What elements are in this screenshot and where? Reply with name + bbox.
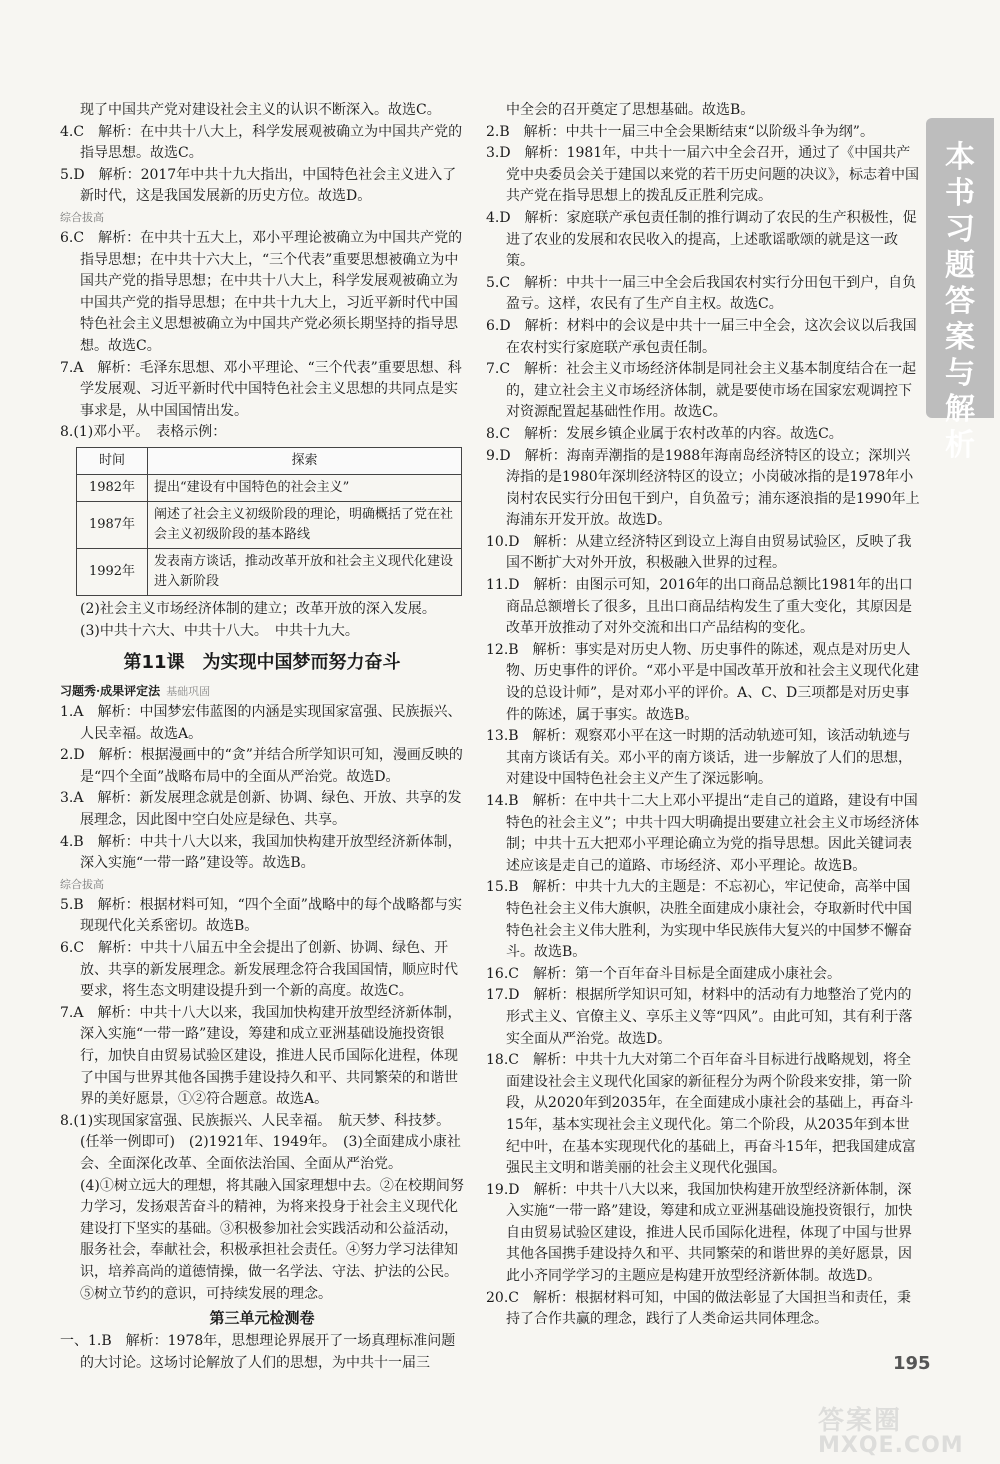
sidebar-char: 题	[945, 248, 975, 283]
watermark-logo	[818, 1400, 998, 1460]
table-cell: 1992年	[77, 548, 148, 595]
table-header: 时间	[77, 447, 148, 474]
watermark-url: MXQE.COM	[818, 1433, 964, 1458]
answer-item: 8.(1)实现国家富强、民族振兴、人民幸福。 航天梦、科技梦。(任举一例即可) (2)1921年、1949年。 (3)全面建成小康社会、全面深化改革、全面依法治国、全面从严治党。	[60, 1112, 461, 1172]
answer-item: 12.B 解析：事实是对历史人物、历史事件的陈述，观点是对历史人物、历史事件的评价。“邓小平是中国改革开放和社会主义现代化建设的总设计师”，是对邓小平的评价。A、C、D三项都是对历史事件的陈述，属于事实。故选B。	[486, 641, 920, 723]
subsection-title	[60, 682, 464, 701]
section-label: 综合拔高	[60, 210, 104, 224]
answer-text: (4)①树立远大的理想，将其融入国家理想中去。②在校期间努力学习，发扬艰苦奋斗的精神，为将来投身于社会主义现代化建设打下坚实的基础。③积极参加社会实践活动和公益活动，服务社会，奉献社会，积极承担社会责任。④努力学习法律知识，培养高尚的道德情操，做一名学法、守法、护法的公民。⑤树立节约的意识，可持续发展的理念。	[80, 1177, 464, 1302]
answer-item: 4.B 解析：中共十八大以来，我国加快构建开放型经济新体制，深入实施“一带一路”建设等。故选B。	[60, 833, 462, 872]
table-row	[77, 474, 462, 501]
sidebar-char: 解	[945, 392, 975, 427]
answer-item: 20.C 解析：根据材料可知，中国的做法彰显了大国担当和责任，秉持了合作共赢的理念，践行了人类命运共同体理念。	[486, 1289, 911, 1328]
sidebar-char: 书	[945, 176, 975, 211]
table-cell: 阐述了社会主义初级阶段的理论，明确概括了党在社会主义初级阶段的基本路线	[148, 501, 462, 548]
sidebar-char: 答	[945, 284, 975, 319]
answer-item: 14.B 解析：在中共十二大上邓小平提出“走自己的道路，建设有中国特色的社会主义”；中共十四大明确提出要建立社会主义市场经济体制；中共十五大把邓小平理论确立为党的指导思想。因此关键词表述应该是走自己的道路、市场经济、邓小平理论。故选B。	[486, 793, 920, 874]
sidebar-char: 析	[945, 428, 975, 463]
answer-item: 6.C 解析：中共十八届五中全会提出了创新、协调、绿色、开放、共享的新发展理念。新发展理念符合我国国情，顺应时代要求，将生态文明建设提升到一个新的高度。故选C。	[60, 940, 458, 1000]
answer-item: 9.D 解析：海南弄潮指的是1988年海南岛经济特区的设立；深圳兴涛指的是1980年深圳经济特区的设立；小岗破冰指的是1978年小岗村农民实行分田包干到户，自负盈亏；浦东逐浪指的是1990年上海浦东开发开放。故选D。	[486, 447, 920, 529]
answer-item: 7.A 解析：中共十八大以来，我国加快构建开放型经济新体制，深入实施“一带一路”建设，筹建和成立亚洲基础设施投资银行，加快自由贸易试验区建设，推进人民币国际化进程，体现了中国与世界其他各国携手建设持久和平、共同繁荣的和谐世界的美好愿景，①②符合题意。故选A。	[60, 1004, 462, 1108]
sidebar-char: 习	[945, 212, 975, 247]
answer-item: 5.C 解析：中共十一届三中全会后我国农村实行分田包干到户，自负盈亏。这样，农民有了生产自主权。故选C。	[486, 274, 917, 313]
answer-item: 2.B 解析：中共十一届三中全会果断结束“以阶级斗争为纲”。	[486, 123, 874, 140]
answer-item: 7.C 解析：社会主义市场经济体制是同社会主义基本制度结合在一起的，建立社会主义市场经济体制，就是要使市场在国家宏观调控下对资源配置起基础性作用。故选C。	[486, 361, 917, 421]
answer-item: 7.A 解析：毛泽东思想、邓小平理论、“三个代表”重要思想、科学发展观、习近平新时代中国特色社会主义思想的共同点是实事求是，从中国国情出发。	[60, 359, 462, 419]
answer-item: 1.A 解析：中国梦宏伟蓝图的内涵是实现国家富强、民族振兴、人民幸福。故选A。	[60, 704, 462, 742]
table-cell: 1982年	[77, 474, 148, 501]
subsection-tag: 基础巩固	[166, 685, 211, 699]
answer-item: 2.D 解析：根据漫画中的“贪”并结合所学知识可知，漫画反映的是“四个全面”战略布局中的全面从严治党。故选D。	[60, 747, 463, 785]
exploration-table	[76, 447, 462, 596]
table-row	[77, 548, 462, 595]
answer-item: 3.A 解析：新发展理念就是创新、协调、绿色、开放、共享的发展理念，因此图中空白处应是绿色、共享。	[60, 790, 462, 829]
watermark-text: 答案圈	[818, 1406, 903, 1436]
table-cell: 1987年	[77, 501, 148, 548]
lesson-title: 第11课 为实现中国梦而努力奋斗	[123, 652, 401, 674]
answer-item: 4.C 解析：在中共十八大上，科学发展观被确立为中国共产党的指导思想。故选C。	[60, 123, 463, 162]
answer-item: 3.D 解析：1981年，中共十一届六中全会召开，通过了《中国共产党中央委员会关于建国以来党的若干历史问题的决议》，标志着中国共产党在指导思想上的拨乱反正胜利完成。	[486, 145, 919, 205]
answer-item: 8.C 解析：发展乡镇企业属于农村改革的内容。故选C。	[486, 425, 843, 442]
answer-item: 一、1.B 解析：1978年，思想理论界展开了一场真理标准问题的大讨论。这场讨论解放了人们的思想，为中共十一届三	[60, 1333, 456, 1371]
answer-item: 16.C 解析：第一个百年奋斗目标是全面建成小康社会。	[486, 965, 841, 982]
section-label: 综合拔高	[60, 877, 104, 891]
answer-item: 6.D 解析：材料中的会议是中共十一届三中全会，这次会议以后我国在农村实行家庭联产承包责任制。	[486, 317, 917, 356]
answer-item: 4.D 解析：家庭联产承包责任制的推行调动了农民的生产积极性，促进了农业的发展和农民收入的提高，上述歌谣歌颂的就是这一政策。	[486, 209, 917, 270]
answer-item: 11.D 解析：由图示可知，2016年的出口商品总额比1981年的出口商品总额增长了很多，且出口商品结构发生了重大变化，其原因是改革开放推动了对外交流和出口产品结构的变化。	[486, 577, 913, 637]
answer-text: 中全会的召开奠定了思想基础。故选B。	[506, 102, 755, 118]
sidebar-char: 本	[945, 140, 975, 175]
answer-text: (2)社会主义市场经济体制的建立；改革开放的深入发展。	[80, 600, 436, 617]
table-cell: 提出“建设有中国特色的社会主义”	[148, 474, 462, 501]
table-cell: 发表南方谈话，推动改革开放和社会主义现代化建设进入新阶段	[148, 548, 462, 595]
answer-item: 5.D 解析：2017年中共十九大指出，中国特色社会主义进入了新时代，这是我国发展新的历史方位。故选D。	[60, 166, 457, 205]
left-column	[60, 100, 464, 1374]
table-header: 探索	[148, 447, 462, 474]
answer-item: 8.(1)邓小平。 表格示例：	[60, 424, 227, 441]
page-number: 195	[893, 1353, 931, 1374]
table-row	[77, 501, 462, 548]
sidebar-title	[926, 140, 994, 464]
answer-item: 18.C 解析：中共十九大对第二个百年奋斗目标进行战略规划，将全面建设社会主义现代化国家的新征程分为两个阶段来安排，第一阶段，从2020年到2035年，在全面建成小康社会的基础上，再奋斗15年，基本实现社会主义现代化。第二个阶段，从2035年到本世纪中叶，在基本实现现代化的基础上，再奋斗15年，把我国建成富强民主文明和谐美丽的社会主义现代化强国。	[486, 1052, 916, 1177]
table-header-row	[77, 447, 462, 474]
answer-item: 13.B 解析：观察邓小平在这一时期的活动轨迹可知，该活动轨迹与其南方谈话有关。邓小平的南方谈话，进一步解放了人们的思想，对建设中国特色社会主义产生了深远影响。	[486, 728, 912, 788]
answer-item: 5.B 解析：根据材料可知，“四个全面”战略中的每个战略都与实现现代化关系密切。故选B。	[60, 896, 462, 935]
sidebar-char: 案	[945, 320, 975, 355]
unit-title: 第三单元检测卷	[209, 1309, 315, 1328]
subsection-label: 习题秀·成果评定法	[60, 684, 161, 699]
answer-text: (3)中共十六大、中共十八大。 中共十九大。	[80, 622, 359, 639]
answer-item: 15.B 解析：中共十九大的主题是：不忘初心，牢记使命，高举中国特色社会主义伟大旗帜，决胜全面建成小康社会，夺取新时代中国特色社会主义伟大胜利，为实现中华民族伟大复兴的中国梦不懈奋斗。故选B。	[486, 879, 912, 961]
answer-item: 19.D 解析：中共十八大以来，我国加快构建开放型经济新体制，深入实施“一带一路”建设，筹建和成立亚洲基础设施投资银行，加快自由贸易试验区建设，推进人民币国际化进程，体现了中国与世界其他各国携手建设持久和平、共同繁荣的和谐世界的美好愿景，因此小齐同学学习的主题应是构建开放型经济新体制。故选D。	[486, 1181, 913, 1285]
answer-item: 6.C 解析：在中共十五大上，邓小平理论被确立为中国共产党的指导思想；在中共十六大上，“三个代表”重要思想被确立为中国共产党的指导思想；在中共十八大上，科学发展观被确立为中国共产党的指导思想；在中共十九大上，习近平新时代中国特色社会主义思想被确立为中国共产党必须长期坚持的指导思想。故选C。	[60, 229, 463, 354]
answer-item: 17.D 解析：根据所学知识可知，材料中的活动有力地整治了党内的形式主义、官僚主义、享乐主义等“四风”。由此可知，其有利于落实全面从严治党。故选D。	[486, 987, 913, 1047]
answer-text: 现了中国共产党对建设社会主义的认识不断深入。故选C。	[80, 102, 441, 118]
answer-item: 10.D 解析：从建立经济特区到设立上海自由贸易试验区，反映了我国不断扩大对外开放，积极融入世界的过程。	[486, 533, 912, 572]
sidebar-char: 与	[945, 356, 975, 391]
right-column	[486, 100, 922, 1331]
